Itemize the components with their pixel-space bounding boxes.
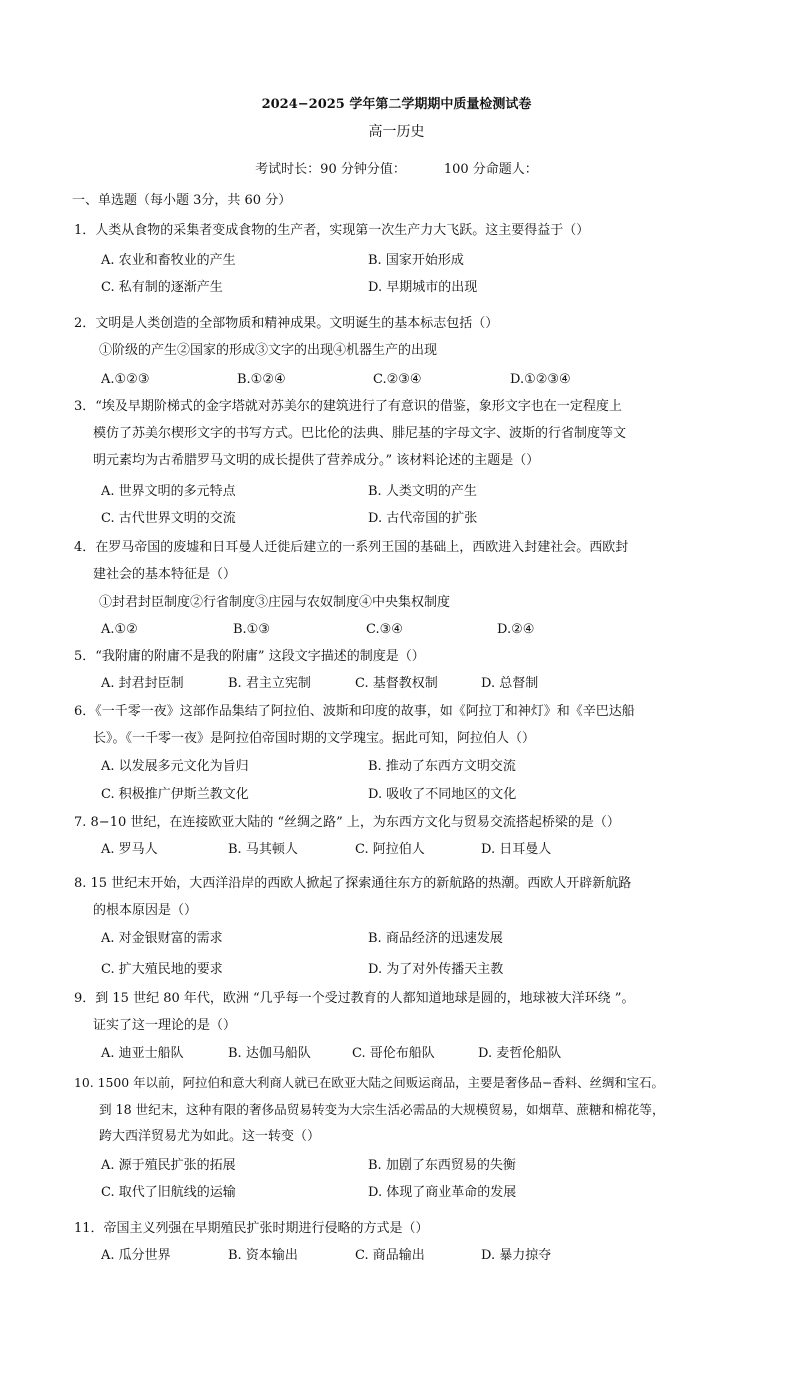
question-9-option-d: D. 麦哲伦船队 (478, 1046, 562, 1061)
question-4-items: ①封君封臣制度②行省制度③庄园与农奴制度④中央集权制度 (99, 595, 451, 610)
question-9-stem-line-2: 证实了这一理论的是（） (93, 1018, 237, 1033)
question-6-stem-line-1: 6．《一千零一夜》这部作品集结了阿拉伯、波斯和印度的故事，如《阿拉丁和神灯》和《辛巴达船 (74, 704, 635, 719)
question-6-option-d: D. 吸收了不同地区的文化 (368, 787, 517, 802)
question-5-option-d: D. 总督制 (481, 676, 539, 691)
question-11-option-a: A. 瓜分世界 (101, 1248, 171, 1263)
question-11-option-d: D. 暴力掠夺 (481, 1248, 552, 1263)
question-7-option-c: C. 阿拉伯人 (355, 842, 425, 857)
question-3-option-c: C. 古代世界文明的交流 (101, 511, 236, 526)
question-7-option-a: A. 罗马人 (101, 842, 158, 857)
question-1-option-c: C. 私有制的逐渐产生 (101, 280, 223, 295)
question-3-option-d: D. 古代帝国的扩张 (368, 511, 478, 526)
question-8-option-c: C. 扩大殖民地的要求 (101, 962, 223, 977)
question-3-stem-line-2: 模仿了苏美尔楔形文字的书写方式。巴比伦的法典、腓尼基的字母文字、波斯的行省制度等文 (93, 426, 627, 441)
question-2-option-a: A.①②③ (101, 372, 150, 387)
question-6-option-c: C. 积极推广伊斯兰教文化 (101, 787, 249, 802)
question-2-stem: 2．文明是人类创造的全部物质和精神成果。文明诞生的基本标志包括（） (74, 316, 499, 331)
question-1-option-d: D. 早期城市的出现 (368, 280, 478, 295)
question-1-option-a: A. 农业和畜牧业的产生 (101, 253, 236, 268)
question-2-option-c: C.②③④ (373, 372, 422, 387)
question-3-option-b: B. 人类文明的产生 (368, 484, 477, 499)
question-5-option-a: A. 封君封臣制 (101, 676, 184, 691)
question-9-stem-line-1: 9．到 15 世纪 80 年代，欧洲 “几乎每一个受过教育的人都知道地球是圆的，地球被大洋环绕 ”。 (74, 991, 635, 1006)
question-7-option-d: D. 日耳曼人 (481, 842, 552, 857)
question-2-items: ①阶级的产生②国家的形成③文字的出现④机器生产的出现 (99, 343, 438, 358)
section-heading: 一、单选题（每小题 3分，共 60 分） (72, 193, 292, 208)
question-10-stem-line-2: 到 18 世纪末，这种有限的奢侈品贸易转变为大宗生活必需品的大规模贸易，如烟草、蔗糖和棉花等， (99, 1102, 665, 1117)
question-4-option-c: C.③④ (366, 622, 403, 637)
question-9-option-b: B. 达伽马船队 (228, 1046, 311, 1061)
question-6-option-b: B. 推动了东西方文明交流 (368, 759, 516, 774)
question-4-stem-line-1: 4．在罗马帝国的废墟和日耳曼人迁徙后建立的一系列王国的基础上，西欧进入封建社会。西欧封 (74, 540, 629, 555)
question-10-option-a: A. 源于殖民扩张的拓展 (101, 1158, 236, 1173)
question-11-option-b: B. 资本输出 (228, 1248, 298, 1263)
question-10-option-c: C. 取代了旧航线的运输 (101, 1185, 236, 1200)
question-1-stem: 1．人类从食物的采集者变成食物的生产者，实现第一次生产力大飞跃。这主要得益于（） (74, 223, 590, 238)
question-4-option-d: D.②④ (497, 622, 535, 637)
question-11-option-c: C. 商品输出 (355, 1248, 425, 1263)
question-8-option-a: A. 对金银财富的需求 (101, 931, 223, 946)
exam-score: 100 分命题人： (443, 162, 538, 177)
question-2-option-b: B.①②④ (237, 372, 286, 387)
question-11-stem: 11．帝国主义列强在早期殖民扩张时期进行侵略的方式是（） (74, 1221, 429, 1236)
question-6-option-a: A. 以发展多元文化为旨归 (101, 759, 249, 774)
question-4-stem-line-2: 建社会的基本特征是（） (93, 567, 237, 582)
exam-duration: 考试时长：90 分钟分值： (255, 162, 406, 177)
question-7-option-b: B. 马其顿人 (228, 842, 298, 857)
question-9-option-c: C. 哥伦布船队 (352, 1046, 435, 1061)
exam-meta (0, 161, 793, 179)
question-8-stem-line-1: 8. 15 世纪末开始，大西洋沿岸的西欧人掀起了探索通往东方的新航路的热潮。西欧人开辟新航路 (74, 876, 632, 891)
question-9-option-a: A. 迪亚士船队 (101, 1046, 184, 1061)
question-3-option-a: A. 世界文明的多元特点 (101, 484, 236, 499)
question-5-option-b: B. 君主立宪制 (228, 676, 311, 691)
exam-title: 2024−2025 学年第二学期期中质量检测试卷 (261, 97, 532, 112)
question-10-option-b: B. 加剧了东西贸易的失衡 (368, 1158, 516, 1173)
question-10-stem-line-3: 跨大西洋贸易尤为如此。这一转变（） (99, 1129, 321, 1144)
question-8-option-d: D. 为了对外传播天主教 (368, 962, 504, 977)
question-3-stem-line-3: 明元素均为古希腊罗马文明的成长提供了营养成分。” 该材料论述的主题是（） (93, 453, 540, 468)
exam-subject: 高一历史 (368, 124, 425, 140)
question-3-stem-line-1: 3．“埃及早期阶梯式的金字塔就对苏美尔的建筑进行了有意识的借鉴，象形文字也在一定程度上 (74, 399, 622, 414)
question-8-stem-line-2: 的根本原因是（） (93, 903, 198, 918)
question-1-option-b: B. 国家开始形成 (368, 253, 464, 268)
question-10-stem-line-1: 10. 1500 年以前，阿拉伯和意大利商人就已在欧亚大陆之间贩运商品，主要是奢侈品−香料、丝绸和宝石。 (74, 1075, 664, 1090)
question-4-option-b: B.①③ (233, 622, 270, 637)
question-10-option-d: D. 体现了商业革命的发展 (368, 1185, 517, 1200)
question-5-stem: 5．“我附庸的附庸不是我的附庸” 这段文字描述的制度是（） (74, 649, 425, 664)
question-7-stem: 7. 8−10 世纪，在连接欧亚大陆的 “丝绸之路” 上，为东西方文化与贸易交流搭起桥梁的是（） (74, 815, 620, 830)
question-8-option-b: B. 商品经济的迅速发展 (368, 931, 503, 946)
question-6-stem-line-2: 长》。《一千零一夜》是阿拉伯帝国时期的文学瑰宝。据此可知，阿拉伯人（） (93, 731, 536, 746)
question-5-option-c: C. 基督教权制 (355, 676, 438, 691)
question-4-option-a: A.①② (101, 622, 138, 637)
question-2-option-d: D.①②③④ (510, 372, 571, 387)
